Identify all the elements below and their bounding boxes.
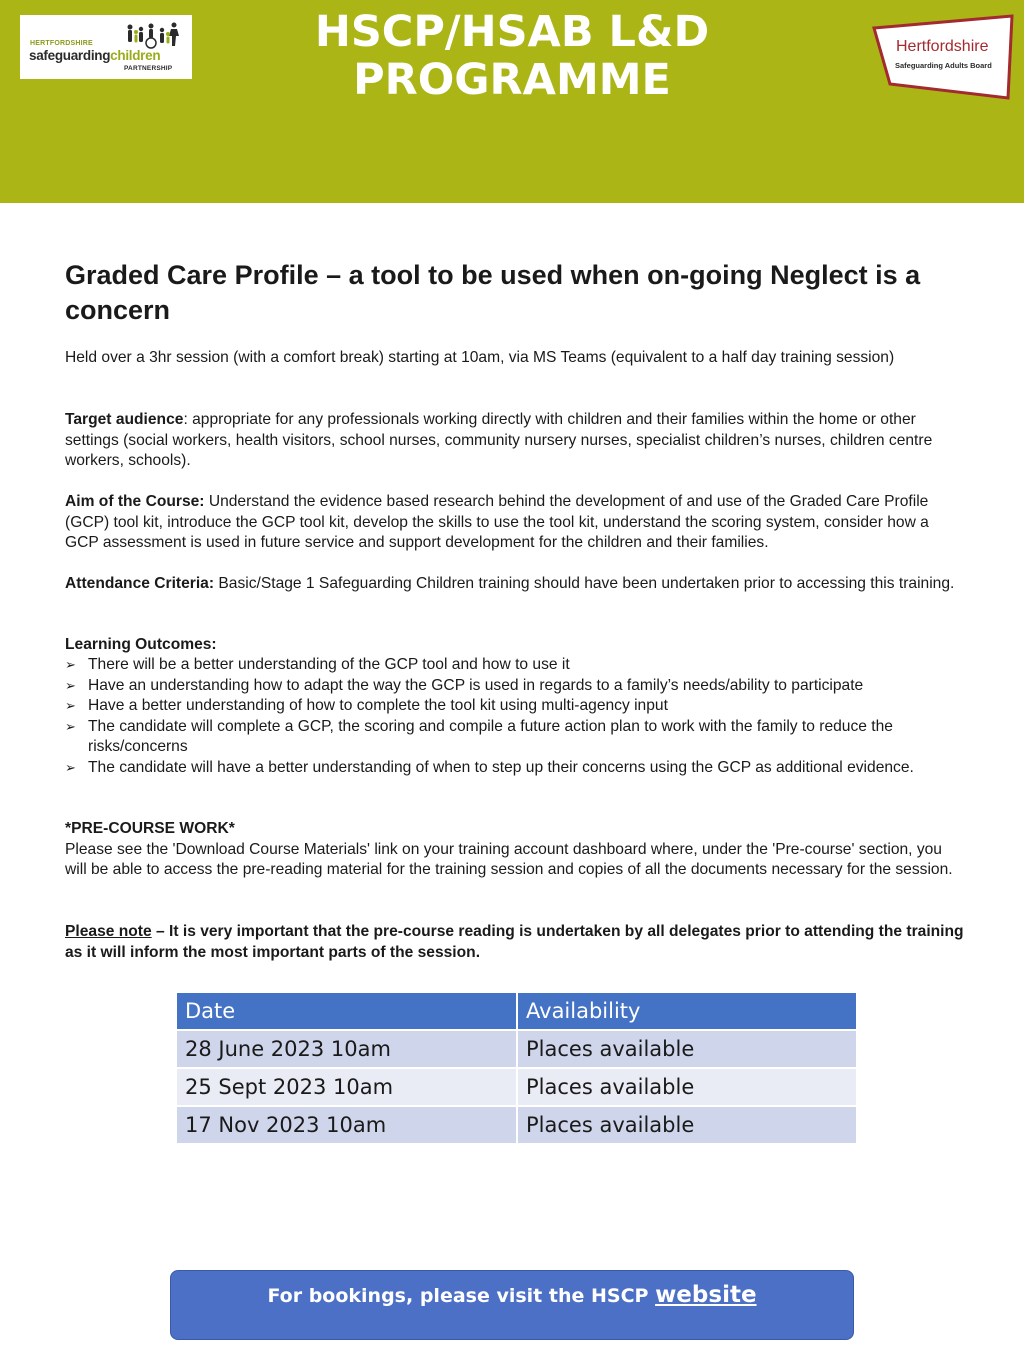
- note-text: – It is very important that the pre-course reading is undertaken by all delegates prior to attending the training as it will inform the most important parts of the session.: [65, 923, 964, 961]
- logo-safeguarding-text: safeguarding: [29, 48, 111, 63]
- hscp-logo: [20, 15, 192, 79]
- pre-course-work: [65, 819, 965, 881]
- course-aim-label: Aim of the Course:: [65, 493, 205, 510]
- header-banner: [0, 0, 1024, 203]
- column-header-date: Date: [176, 992, 517, 1030]
- arrow-bullet-icon: ➢: [65, 698, 76, 713]
- attendance-criteria-text: Basic/Stage 1 Safeguarding Children training should have been undertaken prior to accessing this training.: [214, 575, 955, 592]
- note-label: Please note: [65, 923, 152, 940]
- learning-outcomes-label: Learning Outcomes:: [65, 636, 217, 653]
- arrow-bullet-icon: ➢: [65, 759, 76, 775]
- session-availability: Places available: [517, 1106, 857, 1144]
- title-line-2: PROGRAMME: [353, 55, 671, 105]
- session-date: 28 June 2023 10am: [176, 1030, 517, 1068]
- table-row: [176, 1068, 857, 1106]
- session-availability: Places available: [517, 1030, 857, 1068]
- logo-partnership-text: PARTNERSHIP: [124, 65, 173, 72]
- table-row: [176, 1106, 857, 1144]
- session-date: 17 Nov 2023 10am: [176, 1106, 517, 1144]
- table-header-row: [176, 992, 857, 1030]
- outcome-text: Have a better understanding of how to complete the tool kit using multi-agency input: [88, 697, 668, 714]
- column-header-availability: Availability: [517, 992, 857, 1030]
- website-link[interactable]: website: [655, 1282, 757, 1308]
- attendance-criteria-label: Attendance Criteria:: [65, 575, 215, 592]
- page-title: [262, 8, 762, 104]
- availability-table: [175, 991, 858, 1145]
- list-item: [65, 758, 965, 779]
- arrow-bullet-icon: ➢: [65, 677, 76, 693]
- important-note: [65, 922, 965, 963]
- target-audience-text: : appropriate for any professionals working directly with children and their families within the home or other settings (social workers, health visitors, school nurses, community nursery nurses, specialist children’s nurses, children centre workers, schools).: [65, 411, 933, 469]
- hsab-logo-subtitle: Safeguarding Adults Board: [895, 61, 992, 70]
- learning-outcomes-list: [65, 655, 965, 778]
- list-item: [65, 655, 965, 676]
- session-availability: Places available: [517, 1068, 857, 1106]
- title-line-1: HSCP/HSAB L&D: [314, 7, 710, 57]
- outcome-text: The candidate will have a better understanding of when to step up their concerns using the GCP as additional evidence.: [88, 758, 914, 776]
- course-aim: [65, 492, 965, 554]
- table-row: [176, 1030, 857, 1068]
- hsab-logo-frame-icon: [868, 12, 1018, 104]
- course-title: Graded Care Profile – a tool to be used when on-going Neglect is a concern: [65, 260, 921, 325]
- hsab-logo-name: Hertfordshire: [896, 38, 989, 55]
- target-audience-label: Target audience: [65, 411, 184, 428]
- list-item: [65, 717, 965, 758]
- course-aim-text: Understand the evidence based research behind the development of and use of the Graded Care Profile (GCP) tool kit, introduce the GCP tool kit, develop the skills to use the tool kit, understand the scoring system, consider how a GCP assessment is used in future service and support development for the children and their families.: [65, 493, 929, 551]
- list-item: [65, 676, 965, 697]
- people-figures-icon: [124, 22, 184, 50]
- logo-children-text: children: [110, 48, 161, 63]
- session-date: 25 Sept 2023 10am: [176, 1068, 517, 1106]
- outcome-text: The candidate will complete a GCP, the scoring and compile a future action plan to work with the family to reduce the risks/concerns: [88, 717, 893, 755]
- list-item: [65, 696, 965, 717]
- arrow-bullet-icon: ➢: [65, 718, 76, 734]
- attendance-criteria: [65, 574, 965, 595]
- arrow-bullet-icon: ➢: [65, 657, 76, 672]
- hsab-logo: [868, 12, 1018, 104]
- booking-banner: [170, 1270, 854, 1340]
- booking-text: For bookings, please visit the HSCP: [267, 1285, 656, 1307]
- session-info: Held over a 3hr session (with a comfort break) starting at 10am, via MS Teams (equivalent to a half day training session): [65, 349, 895, 366]
- outcome-text: Have an understanding how to adapt the way the GCP is used in regards to a family’s needs/ability to participate: [88, 676, 864, 694]
- logo-herts-text: HERTFORDSHIRE: [30, 40, 93, 47]
- pre-course-text: Please see the 'Download Course Materials' link on your training account dashboard where, under the 'Pre-course' section, you will be able to access the pre-reading material for the training session and copies of all the documents necessary for the session.: [65, 840, 953, 878]
- pre-course-label: *PRE-COURSE WORK*: [65, 820, 235, 837]
- target-audience: [65, 410, 965, 472]
- outcome-text: There will be a better understanding of the GCP tool and how to use it: [88, 656, 570, 673]
- logo-wordmark: [29, 48, 160, 63]
